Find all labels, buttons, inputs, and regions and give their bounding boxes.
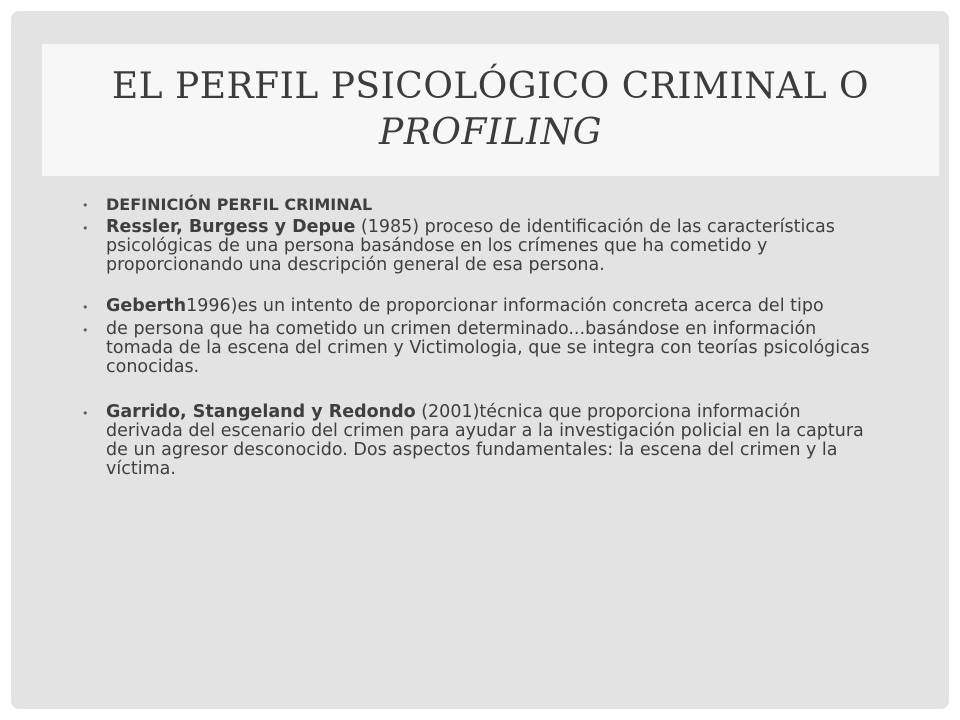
bullet-heading: DEFINICIÓN PERFIL CRIMINAL	[106, 195, 373, 214]
bullet-list	[82, 195, 872, 479]
bullet-body: (2001)técnica que proporciona información derivada del escenario del crimen para ayudar a la investigación policial en la captura de un agresor desconocido. Dos aspectos fundamentales: la escena del crimen y la víctima.	[106, 402, 864, 479]
bullet-definicion	[82, 195, 872, 215]
bullet-garrido	[82, 403, 872, 479]
slide-title-line-2: PROFILING	[379, 112, 602, 153]
bullet-ressler	[82, 218, 872, 275]
bullet-body: 1996)es un intento de proporcionar información concreta acerca del tipo	[186, 296, 824, 316]
slide	[11, 11, 949, 709]
bullet-body: de persona que ha cometido un crimen determinado...basándose en información tomada de la escena del crimen y Victimologia, que se integra con teorías psicológicas conocidas.	[106, 319, 870, 377]
bullet-author: Geberth	[106, 296, 187, 316]
bullet-dot-icon: •	[82, 324, 89, 337]
bullet-dot-icon: •	[82, 222, 89, 235]
bullet-dot-icon: •	[82, 199, 89, 212]
bullet-author: Garrido, Stangeland y Redondo	[106, 402, 416, 422]
bullet-geberth	[82, 297, 872, 316]
slide-title-line-1: EL PERFIL PSICOLÓGICO CRIMINAL O	[111, 66, 870, 107]
bullet-author: Ressler, Burgess y Depue	[106, 217, 356, 237]
bullet-body: (1985) proceso de identificación de las características psicológicas de una persona basándose en los crímenes que ha cometido y proporcionando una descripción general de esa persona.	[106, 217, 835, 275]
bullet-dot-icon: •	[82, 301, 89, 314]
title-band	[42, 44, 939, 176]
bullet-dot-icon: •	[82, 407, 89, 420]
bullet-continuacion	[82, 320, 872, 377]
